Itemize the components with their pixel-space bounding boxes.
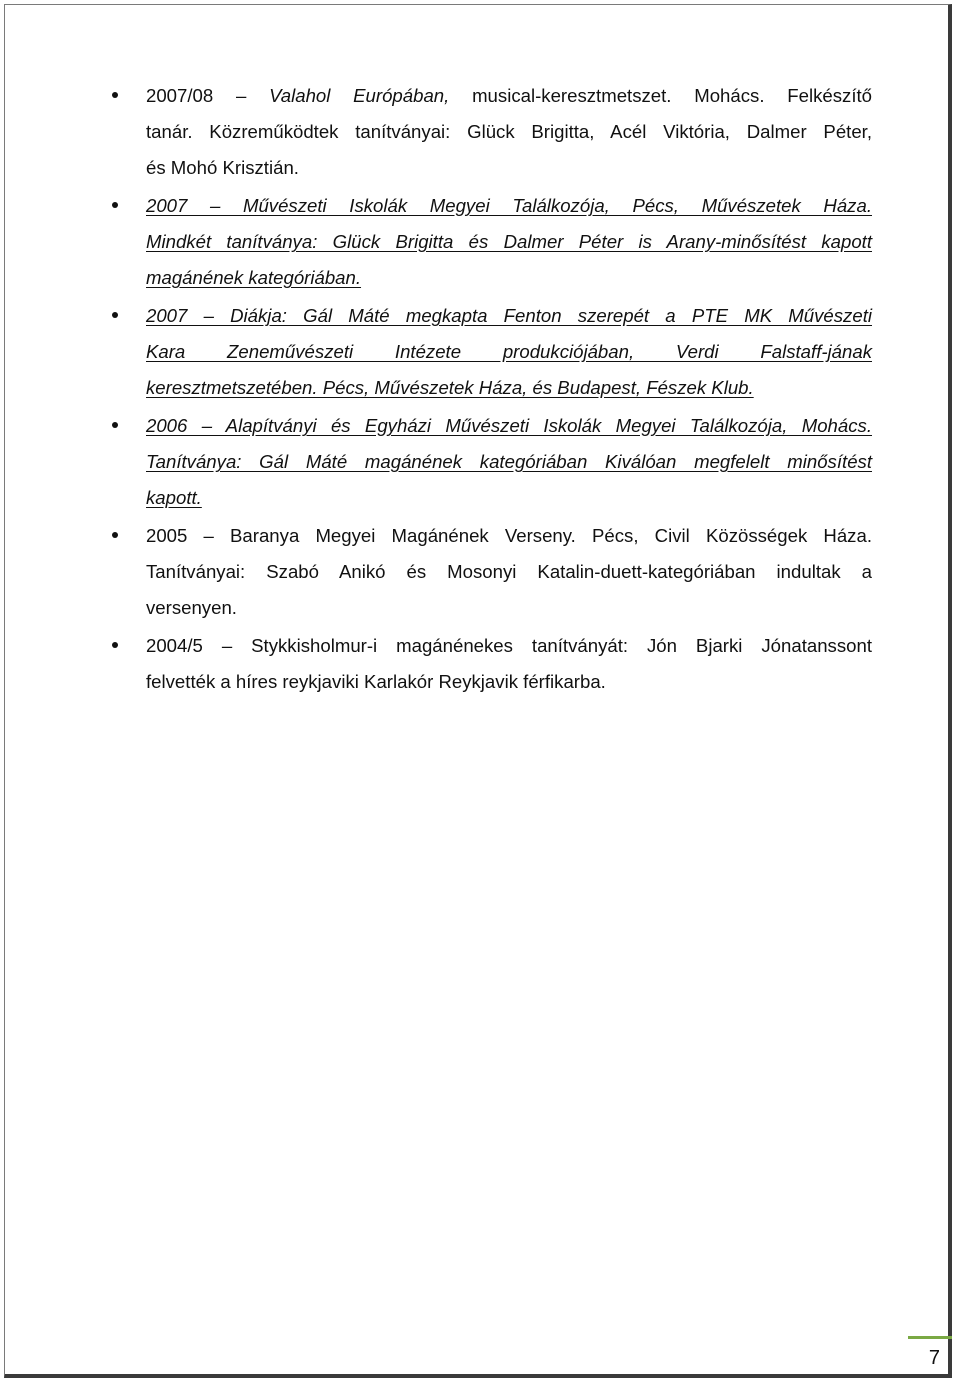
bullet-icon <box>112 312 118 318</box>
entry-list <box>112 78 872 700</box>
entry-line: 2006 – Alapítványi és Egyházi Művészeti Iskolák Megyei Találkozója, Mohács. <box>146 415 872 436</box>
entry-line: Tanítványai: Szabó Anikó és Mosonyi Katalin-duett-kategóriában indultak a <box>146 561 872 582</box>
list-item <box>112 78 872 186</box>
text-run: 2007/08 – <box>146 85 270 106</box>
bullet-icon <box>112 92 118 98</box>
entry-line: Tanítványa: Gál Máté magánének kategóriában Kiválóan megfelelt minősítést <box>146 451 872 472</box>
entry-line: 2005 – Baranya Megyei Magánének Verseny. Pécs, Civil Közösségek Háza. <box>146 525 872 546</box>
bullet-icon <box>112 202 118 208</box>
entry-line: felvették a híres reykjaviki Karlakór Reykjavik férfikarba. <box>146 671 606 692</box>
entry-line: kapott. <box>146 487 202 508</box>
list-item <box>112 298 872 406</box>
page-number: 7 <box>928 1347 940 1369</box>
entry-line: 2007 – Művészeti Iskolák Megyei Találkozója, Pécs, Művészetek Háza. <box>146 195 872 216</box>
entry-line: 2004/5 – Stykkisholmur-i magánénekes tanítványát: Jón Bjarki Jónatanssont <box>146 635 872 656</box>
text-run-italic: Valahol Európában, <box>269 85 450 106</box>
entry-line: Mindkét tanítványa: Glück Brigitta és Dalmer Péter is Arany-minősítést kapott <box>146 231 872 252</box>
list-item <box>112 628 872 700</box>
bullet-icon <box>112 532 118 538</box>
bullet-icon <box>112 642 118 648</box>
list-item <box>112 188 872 296</box>
entry-line: keresztmetszetében. Pécs, Művészetek Háza, és Budapest, Fészek Klub. <box>146 377 754 398</box>
entry-line: 2007 – Diákja: Gál Máté megkapta Fenton szerepét a PTE MK Művészeti <box>146 305 872 326</box>
footer-page-number-box <box>908 1336 952 1378</box>
text-run: musical-keresztmetszet. Mohács. Felkészítő <box>449 85 872 106</box>
entry-line: Kara Zeneművészeti Intézete produkciójában, Verdi Falstaff-jának <box>146 341 872 362</box>
document-body <box>112 78 872 702</box>
bullet-icon <box>112 422 118 428</box>
entry-line <box>146 78 872 114</box>
list-item <box>112 518 872 626</box>
entry-line: tanár. Közreműködtek tanítványai: Glück Brigitta, Acél Viktória, Dalmer Péter, <box>146 121 872 142</box>
entry-line: és Mohó Krisztián. <box>146 157 299 178</box>
entry-line: versenyen. <box>146 597 237 618</box>
entry-line: magánének kategóriában. <box>146 267 362 288</box>
list-item <box>112 408 872 516</box>
